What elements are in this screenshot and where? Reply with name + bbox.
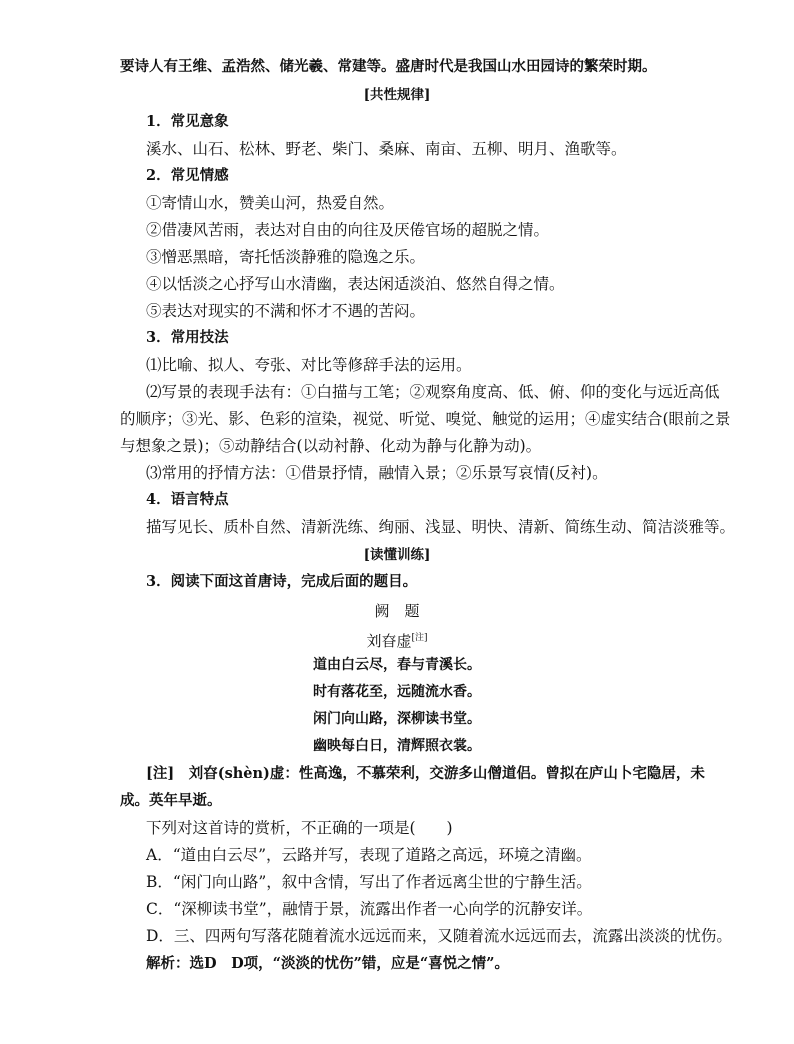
- heading-imagery: 1．常见意象: [146, 113, 229, 130]
- intro-line: 要诗人有王维、孟浩然、储光羲、常建等。盛唐时代是我国山水田园诗的繁荣时期。: [120, 58, 657, 75]
- heading-emotion: 2．常见情感: [146, 167, 229, 184]
- question-intro: 3．阅读下面这首唐诗，完成后面的题目。: [146, 573, 418, 590]
- note-line-cont: 成。英年早逝。: [120, 792, 222, 809]
- technique-item-cont: 的顺序；③光、影、色彩的渲染，视觉、听觉、嗅觉、触觉的运用；④虚实结合(眼前之景: [120, 410, 731, 428]
- answer-analysis: 解析：选D D项，“淡淡的忧伤”错，应是“喜悦之情”。: [146, 955, 510, 972]
- option-a: A．“道由白云尽”，云路并写，表现了道路之高远，环境之清幽。: [146, 846, 592, 864]
- section-heading-common: [共性规律]: [363, 87, 431, 103]
- language-text: 描写见长、质朴自然、清新洗练、绚丽、浅显、明快、清新、简练生动、简洁淡雅等。: [146, 518, 736, 536]
- technique-item: ⑵写景的表现手法有：①白描与工笔；②观察角度高、低、俯、仰的变化与远近高低: [146, 383, 720, 401]
- emotion-item: ④以恬淡之心抒写山水清幽，表达闲适淡泊、悠然自得之情。: [146, 275, 565, 293]
- poem-line: 闲门向山路，深柳读书堂。: [313, 711, 481, 727]
- emotion-item: ②借凄风苦雨，表达对自由的向往及厌倦官场的超脱之情。: [146, 221, 550, 239]
- poem-author: [0, 628, 794, 651]
- heading-language: 4．语言特点: [146, 491, 229, 508]
- poem-line: 幽映每白日，清辉照衣裳。: [313, 738, 481, 754]
- note-line: [注] 刘昚(shèn)虚：性高逸，不慕荣利，交游多山僧道侣。曾拟在庐山卜宅隐居，未: [146, 765, 705, 782]
- poem-line: 道由白云尽，春与青溪长。: [313, 657, 481, 673]
- poem-line: 时有落花至，远随流水香。: [313, 684, 481, 700]
- option-d: D．三、四两句写落花随着流水远远而来，又随着流水远远而去，流露出淡淡的忧伤。: [146, 927, 732, 945]
- emotion-item: ⑤表达对现实的不满和怀才不遇的苦闷。: [146, 302, 426, 320]
- author-note-mark: [注]: [411, 633, 428, 643]
- author-name: 刘昚虚: [366, 632, 412, 650]
- technique-item: ⑶常用的抒情方法：①借景抒情，融情入景；②乐景写哀情(反衬)。: [146, 464, 608, 482]
- option-b: B．“闲门向山路”，叙中含情，写出了作者远离尘世的宁静生活。: [146, 873, 592, 891]
- heading-technique: 3．常用技法: [146, 329, 229, 346]
- question-stem: 下列对这首诗的赏析，不正确的一项是( ): [146, 819, 453, 837]
- technique-item: ⑴比喻、拟人、夸张、对比等修辞手法的运用。: [146, 356, 472, 374]
- imagery-text: 溪水、山石、松林、野老、柴门、桑麻、南亩、五柳、明月、渔歌等。: [146, 140, 627, 158]
- poem-title: 阙 题: [374, 602, 420, 620]
- emotion-item: ③憎恶黑暗，寄托恬淡静雅的隐逸之乐。: [146, 248, 426, 266]
- section-heading-training: [读懂训练]: [363, 547, 431, 563]
- option-c: C．“深柳读书堂”，融情于景，流露出作者一心向学的沉静安详。: [146, 900, 593, 918]
- emotion-item: ①寄情山水，赞美山河，热爱自然。: [146, 194, 395, 212]
- technique-item-cont: 与想象之景)；⑤动静结合(以动衬静、化动为静与化静为动)。: [120, 437, 542, 455]
